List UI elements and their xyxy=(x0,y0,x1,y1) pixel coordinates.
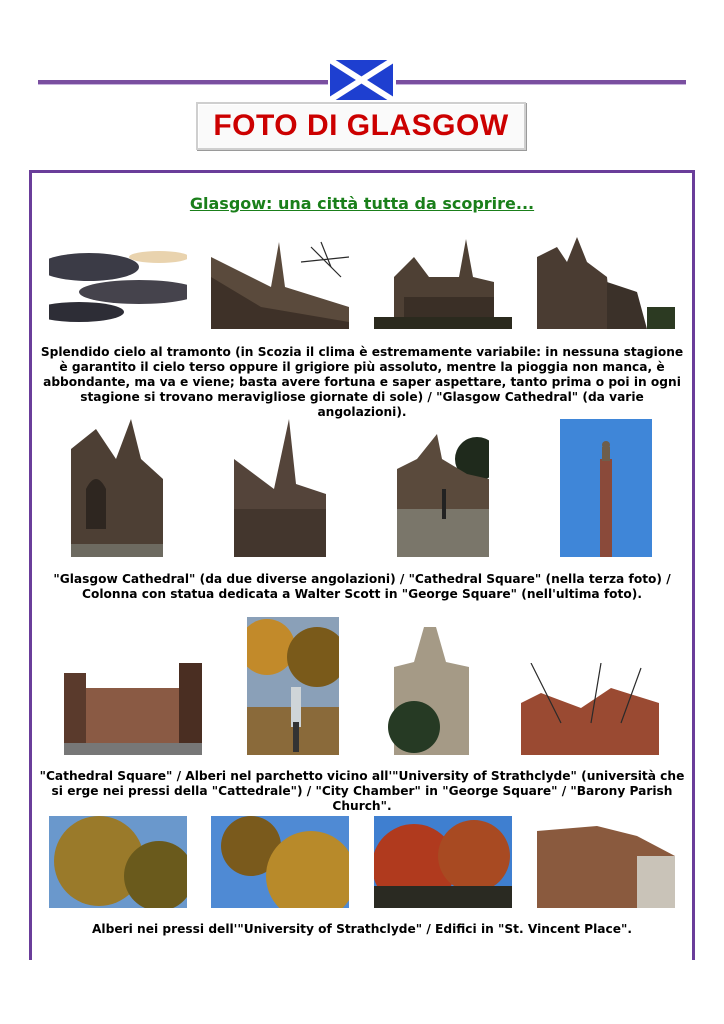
header-rule-right xyxy=(396,80,686,85)
photo-walter-scott-column[interactable] xyxy=(560,419,652,557)
photo-cathedral-5[interactable] xyxy=(234,419,326,557)
photo-park-trees[interactable] xyxy=(247,617,339,755)
photo-cathedral-4[interactable] xyxy=(71,419,163,557)
scotland-flag-icon xyxy=(330,60,393,100)
title-box xyxy=(196,102,526,150)
photo-cathedral-3[interactable] xyxy=(537,237,675,329)
photo-cathedral-1[interactable] xyxy=(211,237,349,329)
photo-cathedral-square-2[interactable] xyxy=(64,663,202,755)
caption-1: Splendido cielo al tramonto (in Scozia il clima è estremamente variabile: in nessuna stagione è garantito il cielo terso oppure il grigiore più assoluto, mentre la pioggia non manca, è abbondante, ma va e viene; basta avere fortuna e saper aspettare, tanto prima o poi in ogni stagione si trovano meravigliose giornate di sole) / "Glasgow Cathedral" (da varie angolazioni). xyxy=(40,345,684,419)
subtitle xyxy=(0,194,724,213)
caption-4: Alberi nei pressi dell'"University of Strathclyde" / Edifici in "St. Vincent Place". xyxy=(92,922,632,936)
photo-cathedral-square[interactable] xyxy=(397,419,489,557)
photo-st-vincent-place[interactable] xyxy=(537,816,675,908)
caption-2: "Glasgow Cathedral" (da due diverse angolazioni) / "Cathedral Square" (nella terza foto) / Colonna con statua dedicata a Walter Scott in "George Square" (nell'ultima foto). xyxy=(53,572,671,601)
subtitle-text[interactable]: Glasgow: una città tutta da scoprire... xyxy=(189,194,535,213)
photo-cathedral-2[interactable] xyxy=(374,237,512,329)
photo-trees-strathclyde-2[interactable] xyxy=(211,816,349,908)
photo-trees-strathclyde-1[interactable] xyxy=(49,816,187,908)
photo-trees-strathclyde-3[interactable] xyxy=(374,816,512,908)
photo-sunset-sky[interactable] xyxy=(49,237,187,329)
caption-3: "Cathedral Square" / Alberi nel parchetto vicino all'"University of Strathclyde" (università che si erge nei pressi della "Cattedrale") / "City Chamber" in "George Square" / "Barony Parish Church". xyxy=(39,769,685,813)
photo-city-chambers[interactable] xyxy=(384,617,476,755)
photo-barony-parish-church[interactable] xyxy=(521,663,659,755)
header-rule-left xyxy=(38,80,328,85)
page-title: FOTO DI GLASGOW xyxy=(213,109,509,142)
